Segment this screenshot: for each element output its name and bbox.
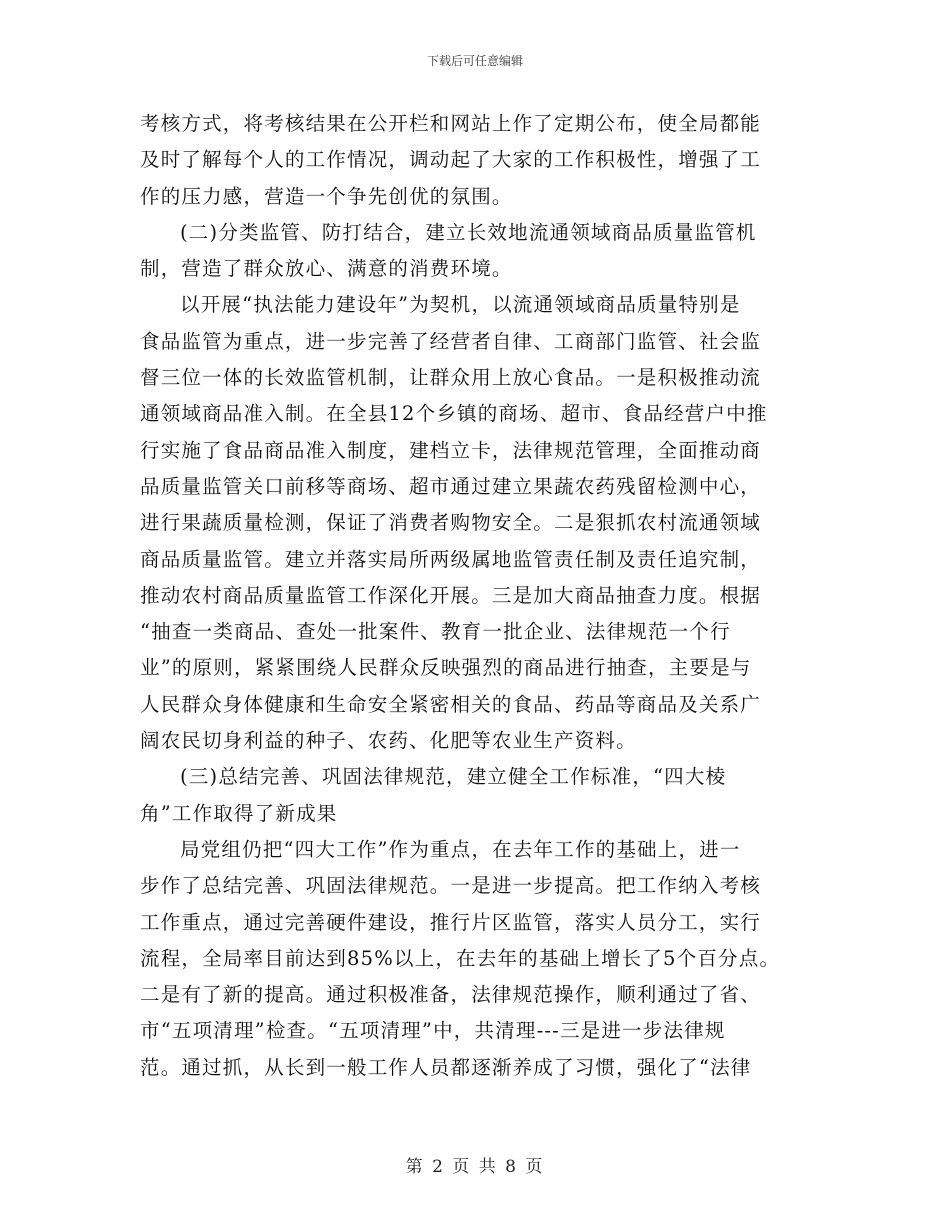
text-line: 督三位一体的长效监管机制，让群众用上放心食品。一是积极推动流 [140,366,762,390]
text-line: 人民群众身体健康和生命安全紧密相关的食品、药品等商品及关系广 [140,692,762,716]
text-line: 进行果蔬质量检测，保证了消费者购物安全。二是狠抓农村流通领域 [140,511,762,535]
text-line: 行实施了食品商品准入制度，建档立卡，法律规范管理，全面推动商 [140,438,762,462]
text-line: 流程，全局率目前达到85%以上，在去年的基础上增长了5个百分点。 [140,946,781,970]
text-line: 食品监管为重点，进一步完善了经营者自律、工商部门监管、社会监 [140,329,762,353]
page-header-note: 下载后可任意编辑 [426,54,523,68]
text-line: (三)总结完善、巩固法律规范，建立健全工作标准，“四大棱 [180,765,727,789]
text-line: 工作重点，通过完善硬件建设，推行片区监管，落实人员分工，实行 [140,910,762,934]
text-line: 步作了总结完善、巩固法律规范。一是进一步提高。把工作纳入考核 [140,874,762,898]
text-line: 品质量监管关口前移等商场、超市通过建立果蔬农药残留检测中心， [140,474,762,498]
text-line: “抽查一类商品、查处一批案件、教育一批企业、法律规范一个行 [140,620,731,644]
document-body [140,106,800,1086]
text-line: 考核方式，将考核结果在公开栏和网站上作了定期公布，使全局都能 [140,112,762,135]
text-line: 及时了解每个人的工作情况，调动起了大家的工作积极性，增强了工 [140,148,762,172]
text-line: 市“五项清理”检查。“五项清理”中，共清理---三是进一步法律规 [140,1019,726,1043]
text-line: 通领域商品准入制。在全县12个乡镇的商场、超市、食品经营户中推 [140,402,768,426]
text-line: (二)分类监管、防打结合，建立长效地流通领域商品质量监管机 [180,220,757,244]
text-line: 作的压力感，营造一个争先创优的氛围。 [140,184,513,208]
text-line: 局党组仍把“四大工作”作为重点，在去年工作的基础上，进一 [180,837,741,861]
text-line: 二是有了新的提高。通过积极准备，法律规范操作，顺利通过了省、 [140,983,762,1007]
text-line: 角”工作取得了新成果 [140,801,338,825]
text-line: 以开展“执法能力建设年”为契机，以流通领域商品质量特别是 [180,293,741,317]
text-line: 阔农民切身利益的种子、农药、化肥等农业生产资料。 [140,729,637,753]
text-line: 范。通过抓，从长到一般工作人员都逐渐养成了习惯，强化了“法律 [140,1055,752,1079]
text-line: 业”的原则，紧紧围绕人民群众反映强烈的商品进行抽查，主要是与 [140,656,752,680]
text-line: 商品质量监管。建立并落实局所两级属地监管责任制及责任追究制， [140,547,762,571]
text-line: 制，营造了群众放心、满意的消费环境。 [140,257,513,281]
page-number: 第 2 页 共 8 页 [405,1157,545,1177]
text-line: 推动农村商品质量监管工作深化开展。三是加大商品抽查力度。根据 [140,583,762,607]
